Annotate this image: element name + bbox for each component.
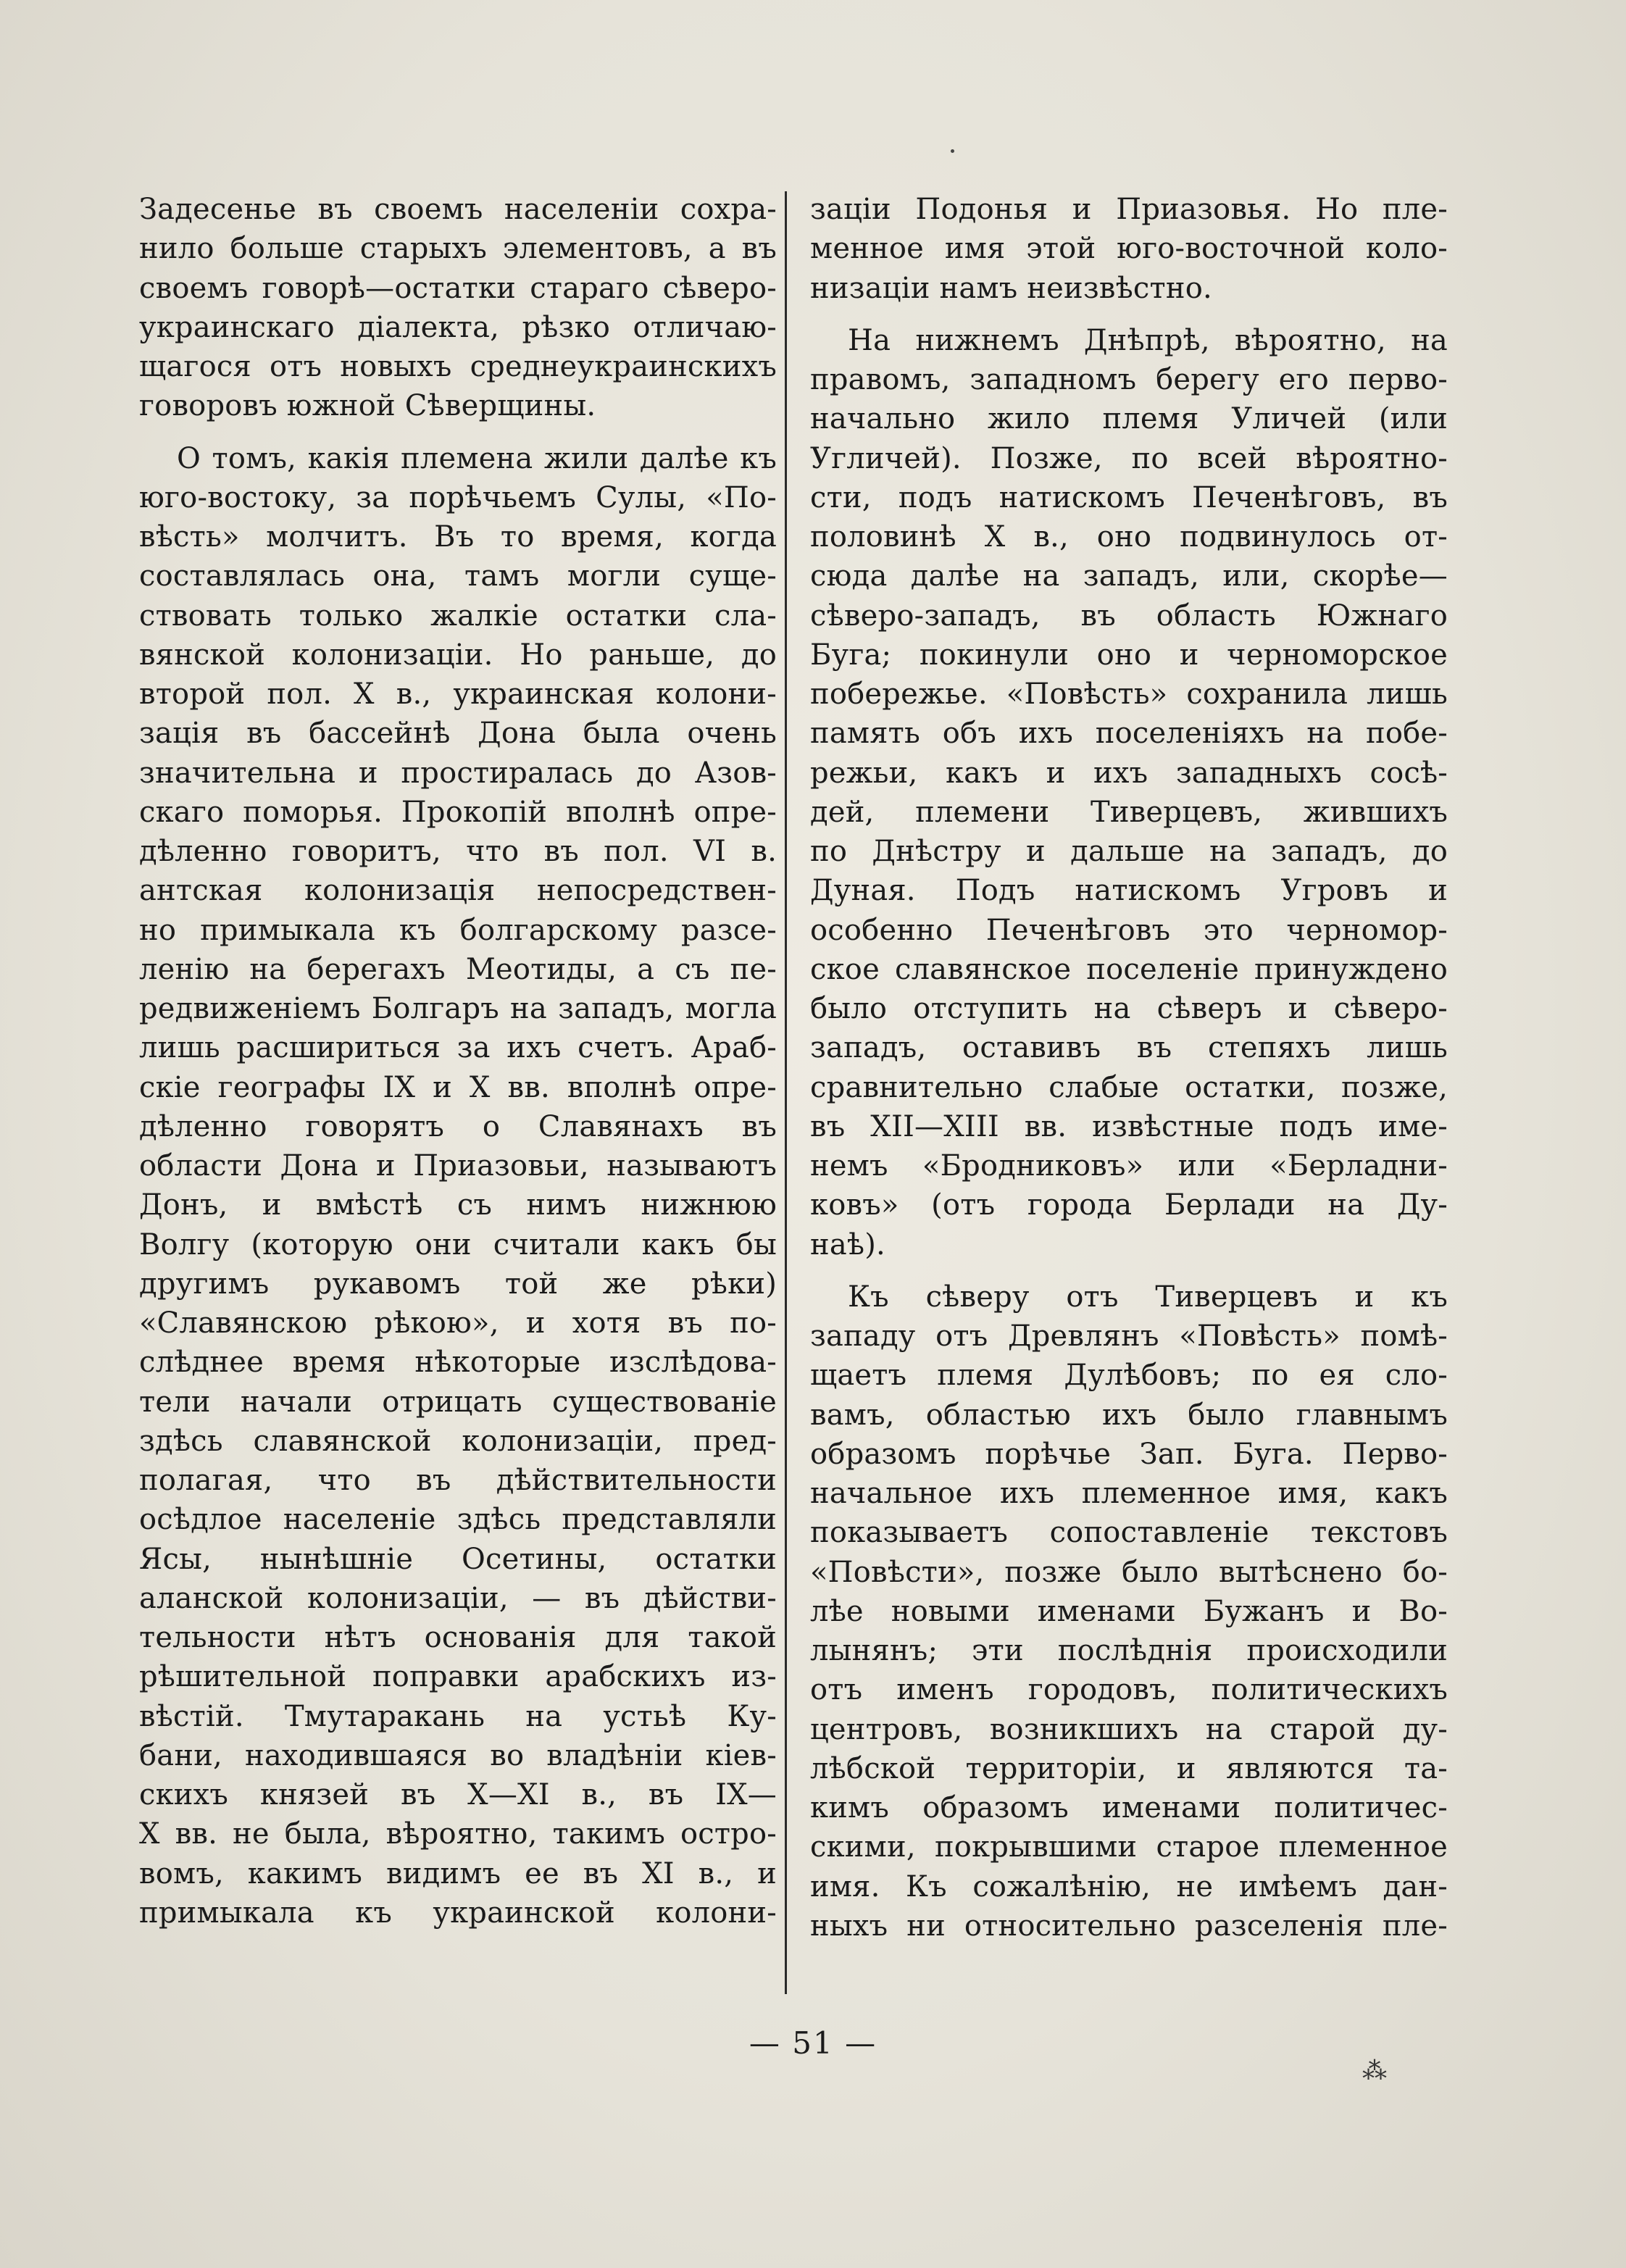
text-line: щагося отъ новыхъ среднеукраинскихъ bbox=[139, 350, 777, 383]
text-line: сравнительно слабые остатки, позже, bbox=[810, 1070, 1448, 1104]
text-line: тели начали отрицать существованіе bbox=[139, 1385, 777, 1419]
text-line: лѣе новыми именами Бужанъ и Во- bbox=[810, 1594, 1448, 1628]
text-line: начально жило племя Уличей (или bbox=[810, 402, 1448, 436]
text-line: вянской колонизаціи. Но раньше, до bbox=[139, 638, 777, 672]
text-line: вѣсть» молчитъ. Въ то время, когда bbox=[139, 520, 777, 554]
text-line: кимъ образомъ именами политичес- bbox=[810, 1791, 1448, 1825]
text-line: ныхъ ни относительно разселенія пле- bbox=[810, 1909, 1448, 1943]
text-line: бани, находившаяся во владѣніи кіев- bbox=[139, 1738, 777, 1772]
text-line: ковъ» (отъ города Берлади на Ду- bbox=[810, 1188, 1448, 1222]
text-line: образомъ порѣчье Зап. Буга. Перво- bbox=[810, 1437, 1448, 1471]
text-line: Волгу (которую они считали какъ бы bbox=[139, 1227, 777, 1262]
text-line: западъ, оставивъ въ степяхъ лишь bbox=[810, 1031, 1448, 1065]
text-line: X вв. не была, вѣроятно, такимъ остро- bbox=[139, 1817, 777, 1851]
text-line: Къ сѣверу отъ Тиверцевъ и къ bbox=[848, 1280, 1448, 1314]
text-line: редвиженіемъ Болгаръ на западъ, могла bbox=[139, 992, 777, 1025]
text-line: режьи, какъ и ихъ западныхъ сосѣ- bbox=[810, 756, 1448, 790]
column-divider bbox=[785, 191, 787, 1994]
text-line: имя. Къ сожалѣнію, не имѣемъ дан- bbox=[810, 1869, 1448, 1904]
text-line: Угличей). Позже, по всей вѣроятно- bbox=[810, 441, 1448, 475]
text-line: вамъ, областью ихъ было главнымъ bbox=[810, 1398, 1448, 1432]
text-line: говоровъ южной Сѣверщины. bbox=[139, 389, 596, 423]
text-line: скихъ князей въ X—XI в., въ IX— bbox=[139, 1778, 777, 1812]
text-line: правомъ, западномъ берегу его перво- bbox=[810, 363, 1448, 396]
text-line: зація въ бассейнѣ Дона была очень bbox=[139, 717, 777, 751]
right-column bbox=[810, 190, 1448, 1946]
print-speck bbox=[951, 149, 954, 153]
text-line: области Дона и Приазовьи, называютъ bbox=[139, 1149, 777, 1183]
text-line: дѣленно говоритъ, что въ пол. VI в. bbox=[139, 835, 777, 868]
text-line: заціи Подонья и Приазовья. Но пле- bbox=[810, 193, 1448, 226]
text-line: сти, подъ натискомъ Печенѣговъ, въ bbox=[810, 480, 1448, 514]
text-line: лынянъ; эти послѣднія происходили bbox=[810, 1634, 1448, 1667]
text-line: нило больше старыхъ элементовъ, а въ bbox=[139, 232, 777, 266]
asterism-icon: ⁂ bbox=[1362, 2056, 1387, 2085]
text-line: здѣсь славянской колонизаціи, пред- bbox=[139, 1424, 777, 1458]
left-column bbox=[139, 190, 777, 1933]
text-line: Дуная. Подъ натискомъ Угровъ и bbox=[810, 874, 1448, 908]
text-line: отъ именъ городовъ, политическихъ bbox=[810, 1673, 1448, 1707]
text-line: вомъ, какимъ видимъ ее въ XI в., и bbox=[139, 1856, 777, 1890]
text-line: сюда далѣе на западъ, или, скорѣе— bbox=[810, 559, 1448, 593]
text-line: Ясы, нынѣшніе Осетины, остатки bbox=[139, 1542, 777, 1576]
text-line: въ XII—XIII вв. извѣстные подъ име- bbox=[810, 1109, 1448, 1143]
text-line: лишь расшириться за ихъ счетъ. Араб- bbox=[139, 1031, 777, 1065]
text-line: лѣбской территоріи, и являются та- bbox=[810, 1751, 1448, 1785]
text-line: значительна и простиралась до Азов- bbox=[139, 756, 777, 790]
paragraph-gap bbox=[810, 308, 1448, 321]
text-line: скіе географы IX и X вв. вполнѣ опре- bbox=[139, 1070, 777, 1104]
text-line: сѣверо-западъ, въ область Южнаго bbox=[810, 599, 1448, 633]
paragraph-gap bbox=[139, 426, 777, 439]
text-line: дей, племени Тиверцевъ, жившихъ bbox=[810, 795, 1448, 829]
text-line: немъ «Бродниковъ» или «Берладни- bbox=[810, 1149, 1448, 1183]
text-line: щаетъ племя Дулѣбовъ; по ея сло- bbox=[810, 1359, 1448, 1393]
text-line: тельности нѣтъ основанія для такой bbox=[139, 1621, 777, 1654]
text-line: «Славянскою рѣкою», и хотя въ по- bbox=[139, 1306, 777, 1340]
text-line: ствовать только жалкіе остатки сла- bbox=[139, 599, 777, 633]
text-line: менное имя этой юго-восточной коло- bbox=[810, 232, 1448, 266]
text-line: «Повѣсти», позже было вытѣснено бо- bbox=[810, 1555, 1448, 1589]
text-line: аланской колонизаціи, — въ дѣйстви- bbox=[139, 1581, 777, 1615]
text-line: но примыкала къ болгарскому разсе- bbox=[139, 913, 777, 947]
text-line: антская колонизація непосредствен- bbox=[139, 874, 777, 908]
text-line: начальное ихъ племенное имя, какъ bbox=[810, 1477, 1448, 1510]
text-line: память объ ихъ поселеніяхъ на побе- bbox=[810, 717, 1448, 751]
text-line: показываетъ сопоставленіе текстовъ bbox=[810, 1516, 1448, 1550]
text-line: по Днѣстру и дальше на западъ, до bbox=[810, 835, 1448, 868]
text-line: слѣднее время нѣкоторые изслѣдова- bbox=[139, 1346, 777, 1380]
paragraph-gap bbox=[810, 1264, 1448, 1277]
text-line: дѣленно говорятъ о Славянахъ въ bbox=[139, 1109, 777, 1143]
text-line: юго-востоку, за порѣчьемъ Сулы, «По- bbox=[139, 480, 777, 514]
text-line: ленію на берегахъ Меотиды, а съ пе- bbox=[139, 952, 777, 986]
text-line: было отступить на сѣверъ и сѣверо- bbox=[810, 992, 1448, 1025]
text-line: скими, покрывшими старое племенное bbox=[810, 1830, 1448, 1864]
text-line: другимъ рукавомъ той же рѣки) bbox=[139, 1267, 777, 1301]
text-line: половинѣ X в., оно подвинулось от- bbox=[810, 520, 1448, 554]
text-line: западу отъ Древлянъ «Повѣсть» помѣ- bbox=[810, 1319, 1448, 1353]
text-line: украинскаго діалекта, рѣзко отличаю- bbox=[139, 310, 777, 344]
text-line: Донъ, и вмѣстѣ съ нимъ нижнюю bbox=[139, 1188, 777, 1222]
text-line: рѣшительной поправки арабскихъ из- bbox=[139, 1660, 777, 1694]
text-line: ское славянское поселеніе принуждено bbox=[810, 952, 1448, 986]
text-line: своемъ говорѣ—остатки стараго сѣверо- bbox=[139, 271, 777, 305]
text-line: полагая, что въ дѣйствительности bbox=[139, 1464, 777, 1497]
text-line: низаціи намъ неизвѣстно. bbox=[810, 271, 1212, 305]
text-line: побережье. «Повѣсть» сохранила лишь bbox=[810, 678, 1448, 711]
text-line: вѣстій. Тмутаракань на устьѣ Ку- bbox=[139, 1699, 777, 1733]
text-line: особенно Печенѣговъ это черномор- bbox=[810, 913, 1448, 947]
text-line: На нижнемъ Днѣпрѣ, вѣроятно, на bbox=[848, 323, 1448, 357]
text-line: Задесенье въ своемъ населеніи сохра- bbox=[139, 193, 777, 226]
text-line: составлялась она, тамъ могли суще- bbox=[139, 559, 777, 593]
text-line: скаго поморья. Прокопій вполнѣ опре- bbox=[139, 795, 777, 829]
text-line: наѣ). bbox=[810, 1227, 885, 1262]
text-line: Буга; покинули оно и черноморское bbox=[810, 638, 1448, 672]
text-line: примыкала къ украинской колони- bbox=[139, 1896, 777, 1930]
text-line: второй пол. X в., украинская колони- bbox=[139, 678, 777, 711]
page-number: — 51 — bbox=[749, 2025, 877, 2061]
text-line: осѣдлое населеніе здѣсь представляли bbox=[139, 1503, 777, 1537]
text-line: О томъ, какія племена жили далѣе къ bbox=[177, 441, 777, 475]
text-line: центровъ, возникшихъ на старой ду- bbox=[810, 1712, 1448, 1746]
